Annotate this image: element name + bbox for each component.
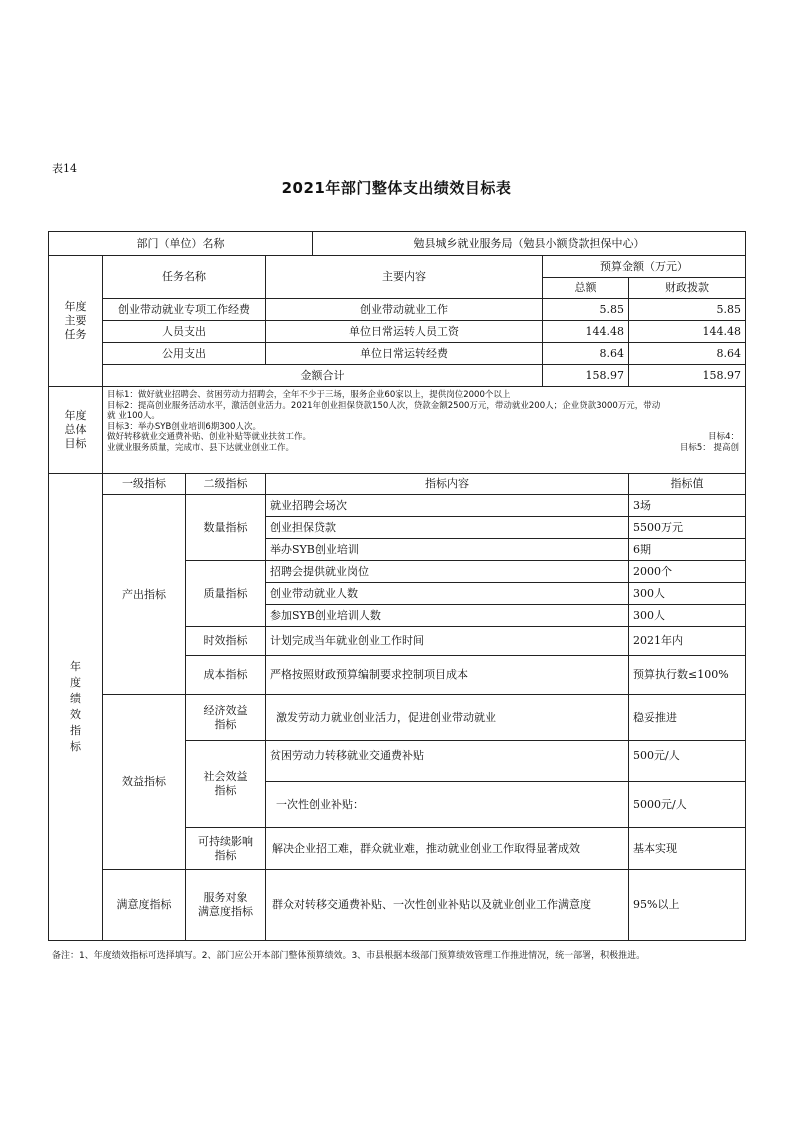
sustainable-indicator-label: 可持续影响 指标: [186, 828, 266, 870]
task-row: [49, 321, 746, 343]
indicator-value: 2000个: [629, 561, 746, 583]
task-content-header: 主要内容: [266, 256, 543, 299]
indicator-value: 2021年内: [629, 627, 746, 656]
task-header-row: [49, 256, 746, 278]
task-sum-row: [49, 365, 746, 387]
indicator-value: 预算执行数≤100%: [629, 656, 746, 695]
goals-text: [103, 387, 746, 474]
indicator-content: 参加SYB创业培训人数: [266, 605, 629, 627]
indicator-value: 基本实现: [629, 828, 746, 870]
goal-line: 做好转移就业交通费补贴、创业补贴等就业扶贫工作。: [107, 432, 312, 442]
performance-target-table: [48, 231, 746, 941]
satisfaction-indicator-label: 满意度指标: [103, 870, 186, 941]
task-name: 公用支出: [103, 343, 266, 365]
page-title: 2021年部门整体支出绩效目标表: [281, 179, 512, 197]
goals-row: [49, 387, 746, 474]
sum-label: 金额合计: [103, 365, 543, 387]
goals-section-label: 年度 总体 目标: [49, 387, 103, 474]
task-row: [49, 343, 746, 365]
goal-line: 业就业服务质量，完成市、县下达就业创业工作。: [107, 442, 295, 453]
satisfaction-sub-label: 服务对象 满意度指标: [186, 870, 266, 941]
goal-line: 目标4：: [708, 432, 739, 442]
indicator-value: 300人: [629, 583, 746, 605]
task-content: 单位日常运转经费: [266, 343, 543, 365]
quality-indicator-label: 质量指标: [186, 561, 266, 627]
task-name-header: 任务名称: [103, 256, 266, 299]
sum-total: 158.97: [543, 365, 629, 387]
indicator-value: 5000元/人: [629, 782, 746, 828]
cost-indicator-label: 成本指标: [186, 656, 266, 695]
goal-line: 就 业100人。: [107, 411, 160, 421]
indicator-value: 95%以上: [629, 870, 746, 941]
indicator-content: 创业带动就业人数: [266, 583, 629, 605]
goal-right-column: [680, 432, 739, 453]
dept-label: 部门（单位）名称: [49, 232, 313, 256]
table-number-label: 表14: [52, 162, 77, 175]
economic-indicator-label: 经济效益 指标: [186, 695, 266, 741]
indicator-value: 5500万元: [629, 517, 746, 539]
dept-row: [49, 232, 746, 256]
perf-section-label: 年 度 绩 效 指 标: [49, 474, 103, 941]
indicator-value: 6期: [629, 539, 746, 561]
indicator-value-header: 指标值: [629, 474, 746, 495]
task-content: 创业带动就业工作: [266, 299, 543, 321]
task-total: 5.85: [543, 299, 629, 321]
quantity-indicator-label: 数量指标: [186, 495, 266, 561]
goal-line: 目标5： 提高创: [679, 442, 739, 453]
indicator-content: 创业担保贷款: [266, 517, 629, 539]
dept-value: 勉县城乡就业服务局（勉县小额贷款担保中心）: [313, 232, 746, 256]
indicator-value: 300人: [629, 605, 746, 627]
lvl2-header: 二级指标: [186, 474, 266, 495]
goal-line: 目标1：做好就业招聘会、贫困劳动力招聘会，全年不少于三场，服务企业60家以上，提供岗位2000个以上: [107, 390, 511, 400]
indicator-value: 稳妥推进: [629, 695, 746, 741]
tasks-section-label: 年度 主要 任务: [49, 256, 103, 387]
lvl1-header: 一级指标: [103, 474, 186, 495]
indicator-content: 举办SYB创业培训: [266, 539, 629, 561]
output-indicator-label: 产出指标: [103, 495, 186, 695]
indicator-content-header: 指标内容: [266, 474, 629, 495]
task-total: 144.48: [543, 321, 629, 343]
budget-header: 预算金额（万元）: [543, 256, 746, 278]
indicator-content: 群众对转移交通费补贴、一次性创业补贴以及就业创业工作满意度: [266, 870, 629, 941]
task-name: 创业带动就业专项工作经费: [103, 299, 266, 321]
indicator-value: 500元/人: [629, 741, 746, 782]
indicator-value: 3场: [629, 495, 746, 517]
task-fiscal: 144.48: [629, 321, 746, 343]
indicator-content: 严格按照财政预算编制要求控制项目成本: [266, 656, 629, 695]
perf-header-row: [49, 474, 746, 495]
indicator-content: 激发劳动力就业创业活力，促进创业带动就业: [266, 695, 629, 741]
indicator-row: [49, 695, 746, 741]
sum-fiscal: 158.97: [629, 365, 746, 387]
indicator-row: [49, 495, 746, 517]
goal-line: 目标2：提高创业服务活动水平，激活创业活力。2021年创业担保贷款150人次，贷款金额2500万元，带动就业200人；企业贷款3000万元，带动: [107, 400, 661, 411]
timeliness-indicator-label: 时效指标: [186, 627, 266, 656]
indicator-content: 一次性创业补贴：: [266, 782, 629, 828]
indicator-content: 招聘会提供就业岗位: [266, 561, 629, 583]
indicator-content: 计划完成当年就业创业工作时间: [266, 627, 629, 656]
indicator-row: [49, 870, 746, 941]
budget-total-header: 总额: [543, 278, 629, 299]
benefit-indicator-label: 效益指标: [103, 695, 186, 870]
budget-fiscal-header: 财政拨款: [629, 278, 746, 299]
task-row: [49, 299, 746, 321]
task-total: 8.64: [543, 343, 629, 365]
social-indicator-label: 社会效益 指标: [186, 741, 266, 828]
task-name: 人员支出: [103, 321, 266, 343]
task-content: 单位日常运转人员工资: [266, 321, 543, 343]
indicator-content: 解决企业招工难，群众就业难，推动就业创业工作取得显著成效: [266, 828, 629, 870]
task-fiscal: 8.64: [629, 343, 746, 365]
footnote: 备注：1、年度绩效指标可选择填写。2、部门应公开本部门整体预算绩效。3、市县根据本级部门预算绩效管理工作推进情况，统一部署，积极推进。: [52, 951, 646, 961]
indicator-content: 就业招聘会场次: [266, 495, 629, 517]
goal-line: 目标3：举办SYB创业培训6期300人次。: [107, 421, 261, 432]
indicator-content: 贫困劳动力转移就业交通费补贴: [266, 741, 629, 782]
task-fiscal: 5.85: [629, 299, 746, 321]
